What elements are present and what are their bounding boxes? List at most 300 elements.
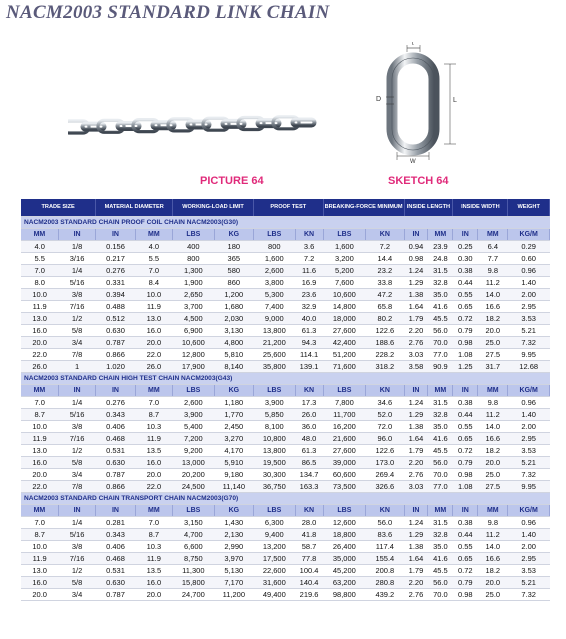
- table-cell: 31.5: [428, 397, 453, 409]
- table-cell: 3.53: [508, 313, 550, 325]
- table-cell: 0.468: [96, 433, 135, 445]
- chain-photo: [68, 113, 318, 141]
- table-cell: 31.5: [428, 265, 453, 277]
- column-header: BREAKING-FORCE MINIMUM: [323, 199, 404, 217]
- unit-header: IN: [58, 385, 95, 397]
- unit-header: IN: [404, 229, 428, 241]
- chain-link: [118, 123, 140, 129]
- table-cell: 20.0: [478, 457, 508, 469]
- table-cell: 13,800: [254, 325, 296, 337]
- chain-link: [258, 120, 280, 126]
- table-cell: 9,200: [173, 445, 215, 457]
- table-cell: 269.4: [366, 469, 404, 481]
- table-cell: 0.488: [96, 301, 135, 313]
- table-cell: 5.5: [135, 253, 172, 265]
- unit-header: KG: [214, 229, 253, 241]
- table-cell: 83.6: [366, 529, 404, 541]
- chain-link: [153, 122, 175, 128]
- table-cell: 100.4: [295, 565, 323, 577]
- table-cell: 5,910: [214, 457, 253, 469]
- table-cell: 1.64: [404, 301, 428, 313]
- table-cell: 77.8: [295, 553, 323, 565]
- table-cell: 45.5: [428, 313, 453, 325]
- unit-header: MM: [135, 385, 172, 397]
- table-cell: 20.0: [135, 469, 172, 481]
- table-cell: 22.0: [135, 481, 172, 493]
- table-cell: 0.531: [96, 445, 135, 457]
- table-cell: 7/16: [58, 553, 95, 565]
- table-cell: 3,800: [254, 277, 296, 289]
- table-cell: 25.0: [478, 589, 508, 601]
- table-cell: 7/16: [58, 433, 95, 445]
- unit-header: LBS: [323, 229, 366, 241]
- table-cell: 3,200: [323, 253, 366, 265]
- table-cell: 11,140: [214, 481, 253, 493]
- unit-header: MM: [428, 505, 453, 517]
- chain-spec-table: [21, 199, 550, 601]
- unit-header: IN: [453, 385, 478, 397]
- table-cell: 6.4: [478, 241, 508, 253]
- table-cell: 3,700: [173, 301, 215, 313]
- table-cell: 0.630: [96, 325, 135, 337]
- table-cell: 10.3: [135, 421, 172, 433]
- table-cell: 3,900: [254, 397, 296, 409]
- table-cell: 7.0: [135, 397, 172, 409]
- table-cell: 800: [173, 253, 215, 265]
- table-cell: 3/8: [58, 421, 95, 433]
- chain-link: [223, 121, 245, 127]
- table-cell: 7/8: [58, 349, 95, 361]
- table-cell: 4,700: [173, 529, 215, 541]
- table-cell: 72.0: [366, 421, 404, 433]
- table-cell: 24,500: [173, 481, 215, 493]
- table-cell: 5/16: [58, 277, 95, 289]
- table-cell: 23.9: [428, 241, 453, 253]
- table-cell: 7,800: [323, 397, 366, 409]
- table-cell: 5/8: [58, 577, 95, 589]
- unit-header: MM: [21, 385, 58, 397]
- unit-header: IN: [404, 505, 428, 517]
- table-cell: 10,600: [173, 337, 215, 349]
- table-cell: 11.9: [21, 301, 58, 313]
- table-cell: 173.0: [366, 457, 404, 469]
- table-cell: 1.020: [96, 361, 135, 373]
- table-cell: 3/4: [58, 469, 95, 481]
- table-cell: 35,800: [254, 361, 296, 373]
- table-cell: 9,000: [254, 313, 296, 325]
- table-cell: 0.30: [453, 253, 478, 265]
- table-cell: 1,900: [173, 277, 215, 289]
- table-row: [21, 589, 550, 601]
- table-cell: 1.40: [508, 409, 550, 421]
- unit-header: LBS: [323, 505, 366, 517]
- table-cell: 326.6: [366, 481, 404, 493]
- table-cell: 41.6: [428, 433, 453, 445]
- table-cell: 11.9: [135, 301, 172, 313]
- table-cell: 155.4: [366, 553, 404, 565]
- table-cell: 32.8: [428, 529, 453, 541]
- table-cell: 16.0: [135, 325, 172, 337]
- table-cell: 2.00: [508, 541, 550, 553]
- table-cell: 1/4: [58, 517, 95, 529]
- table-cell: 5.21: [508, 457, 550, 469]
- table-cell: 5,200: [323, 265, 366, 277]
- table-cell: 7,200: [173, 433, 215, 445]
- table-cell: 26.0: [135, 361, 172, 373]
- table-cell: 800: [254, 241, 296, 253]
- table-row: [21, 241, 550, 253]
- table-cell: 16.0: [21, 325, 58, 337]
- table-cell: 1/2: [58, 565, 95, 577]
- table-cell: 12,800: [173, 349, 215, 361]
- table-cell: 0.55: [453, 421, 478, 433]
- table-cell: 12.68: [508, 361, 550, 373]
- table-row: [21, 529, 550, 541]
- table-row: [21, 433, 550, 445]
- table-cell: 56.0: [366, 517, 404, 529]
- table-cell: 16.9: [295, 277, 323, 289]
- table-cell: 0.281: [96, 517, 135, 529]
- table-cell: 14.4: [366, 253, 404, 265]
- unit-header: IN: [96, 385, 135, 397]
- table-cell: 25.0: [478, 337, 508, 349]
- table-cell: 39,000: [323, 457, 366, 469]
- table-cell: 11.2: [478, 409, 508, 421]
- table-cell: 8,750: [173, 553, 215, 565]
- table-cell: 11.9: [135, 553, 172, 565]
- table-cell: 21,200: [254, 337, 296, 349]
- table-cell: 42,400: [323, 337, 366, 349]
- table-cell: 14.0: [478, 289, 508, 301]
- chain-link: [293, 119, 315, 125]
- table-cell: 1: [58, 361, 95, 373]
- table-cell: 0.406: [96, 541, 135, 553]
- table-cell: 35.0: [428, 421, 453, 433]
- unit-header: KG/M: [508, 505, 550, 517]
- table-cell: 7,400: [254, 301, 296, 313]
- table-cell: 13,800: [254, 445, 296, 457]
- table-cell: 1/8: [58, 241, 95, 253]
- unit-header: IN: [453, 229, 478, 241]
- table-cell: 98,800: [323, 589, 366, 601]
- unit-header: IN: [58, 229, 95, 241]
- unit-header: KG/M: [508, 229, 550, 241]
- unit-header: KG: [214, 385, 253, 397]
- table-row: [21, 265, 550, 277]
- column-header: INSIDE WIDTH: [453, 199, 508, 217]
- table-cell: 1.24: [404, 265, 428, 277]
- unit-header: IN: [404, 385, 428, 397]
- table-cell: 5,400: [173, 421, 215, 433]
- table-cell: 1.38: [404, 289, 428, 301]
- table-cell: 117.4: [366, 541, 404, 553]
- table-row: [21, 517, 550, 529]
- table-cell: 163.3: [295, 481, 323, 493]
- table-cell: 20.0: [21, 337, 58, 349]
- table-cell: 20.0: [21, 589, 58, 601]
- table-cell: 31,600: [254, 577, 296, 589]
- table-cell: 860: [214, 277, 253, 289]
- table-cell: 0.512: [96, 313, 135, 325]
- table-cell: 35.0: [428, 289, 453, 301]
- table-cell: 5.21: [508, 325, 550, 337]
- table-cell: 32.9: [295, 301, 323, 313]
- table-cell: 40.0: [295, 313, 323, 325]
- table-cell: 0.29: [508, 241, 550, 253]
- table-cell: 15,800: [173, 577, 215, 589]
- table-cell: 0.96: [508, 265, 550, 277]
- table-row: [21, 289, 550, 301]
- table-cell: 10,600: [323, 289, 366, 301]
- table-cell: 31.7: [478, 361, 508, 373]
- table-row: [21, 577, 550, 589]
- table-cell: 27.5: [478, 481, 508, 493]
- table-cell: 56.0: [428, 325, 453, 337]
- table-cell: 0.65: [453, 301, 478, 313]
- table-cell: 25,600: [254, 349, 296, 361]
- table-cell: 4.0: [21, 241, 58, 253]
- sketch-label-w: W: [410, 159, 416, 164]
- table-cell: 1.38: [404, 541, 428, 553]
- column-header: MATERIAL DIAMETER: [96, 199, 173, 217]
- table-cell: 3.6: [295, 241, 323, 253]
- table-cell: 139.1: [295, 361, 323, 373]
- table-cell: 1.25: [453, 361, 478, 373]
- unit-header: LBS: [323, 385, 366, 397]
- table-cell: 318.2: [366, 361, 404, 373]
- table-cell: 0.79: [453, 457, 478, 469]
- table-cell: 280.8: [366, 577, 404, 589]
- table-cell: 0.44: [453, 529, 478, 541]
- table-cell: 32.8: [428, 409, 453, 421]
- table-cell: 2.95: [508, 433, 550, 445]
- table-cell: 0.98: [453, 469, 478, 481]
- table-cell: 439.2: [366, 589, 404, 601]
- unit-header: MM: [135, 229, 172, 241]
- column-header: WEIGHT: [508, 199, 550, 217]
- table-cell: 0.866: [96, 481, 135, 493]
- column-header: PROOF TEST: [254, 199, 324, 217]
- table-cell: 0.331: [96, 277, 135, 289]
- table-cell: 2.95: [508, 553, 550, 565]
- table-cell: 365: [214, 253, 253, 265]
- table-cell: 0.787: [96, 469, 135, 481]
- table-cell: 1/2: [58, 313, 95, 325]
- table-cell: 3/8: [58, 289, 95, 301]
- table-cell: 7.0: [135, 265, 172, 277]
- table-row: [21, 301, 550, 313]
- table-cell: 7.0: [21, 517, 58, 529]
- table-cell: 3.53: [508, 445, 550, 457]
- table-cell: 1,200: [214, 289, 253, 301]
- table-row: [21, 397, 550, 409]
- table-cell: 10.0: [21, 289, 58, 301]
- table-cell: 1,430: [214, 517, 253, 529]
- table-cell: 2,130: [214, 529, 253, 541]
- table-cell: 0.72: [453, 565, 478, 577]
- table-cell: 219.6: [295, 589, 323, 601]
- table-cell: 8,100: [254, 421, 296, 433]
- table-cell: 0.276: [96, 265, 135, 277]
- table-cell: 7/8: [58, 481, 95, 493]
- unit-header: LBS: [254, 505, 296, 517]
- table-cell: 2.20: [404, 325, 428, 337]
- table-cell: 60,600: [323, 469, 366, 481]
- table-cell: 7,600: [323, 277, 366, 289]
- table-cell: 56.0: [428, 577, 453, 589]
- table-cell: 122.6: [366, 325, 404, 337]
- picture-caption: PICTURE 64: [200, 175, 264, 187]
- table-row: [21, 277, 550, 289]
- table-cell: 580: [214, 265, 253, 277]
- table-cell: 2.20: [404, 457, 428, 469]
- table-cell: 0.630: [96, 457, 135, 469]
- table-cell: 96.0: [366, 433, 404, 445]
- table-cell: 11.2: [478, 277, 508, 289]
- table-cell: 1.40: [508, 277, 550, 289]
- table-cell: 3,150: [173, 517, 215, 529]
- table-cell: 3.58: [404, 361, 428, 373]
- table-cell: 0.156: [96, 241, 135, 253]
- column-header: INSIDE LENGTH: [404, 199, 453, 217]
- table-cell: 5,850: [254, 409, 296, 421]
- table-cell: 17,500: [254, 553, 296, 565]
- section-title: NACM2003 STANDARD CHAIN PROOF COIL CHAIN NACM2003(G30): [21, 217, 550, 229]
- unit-header: MM: [21, 505, 58, 517]
- unit-header: IN: [96, 229, 135, 241]
- table-cell: 10.0: [135, 289, 172, 301]
- table-cell: 8.4: [135, 277, 172, 289]
- table-cell: 13,200: [254, 541, 296, 553]
- table-cell: 1.08: [453, 349, 478, 361]
- table-cell: 1.38: [404, 421, 428, 433]
- table-cell: 33.8: [366, 277, 404, 289]
- table-cell: 7.32: [508, 337, 550, 349]
- sketch-label-d: D: [376, 96, 382, 103]
- table-cell: 77.0: [428, 349, 453, 361]
- table-cell: 0.394: [96, 289, 135, 301]
- table-row: [21, 469, 550, 481]
- table-cell: 0.630: [96, 577, 135, 589]
- table-cell: 35.0: [428, 541, 453, 553]
- table-cell: 77.0: [428, 481, 453, 493]
- table-cell: 12,600: [323, 517, 366, 529]
- table-cell: 58.7: [295, 541, 323, 553]
- table-cell: 6,600: [173, 541, 215, 553]
- table-cell: 3.03: [404, 349, 428, 361]
- table-cell: 11,200: [214, 589, 253, 601]
- table-cell: 45.5: [428, 445, 453, 457]
- table-cell: 26.0: [295, 409, 323, 421]
- table-cell: 16.0: [21, 577, 58, 589]
- table-cell: 8.7: [21, 529, 58, 541]
- table-cell: 122.6: [366, 445, 404, 457]
- table-cell: 11.9: [21, 433, 58, 445]
- table-cell: 28.0: [295, 517, 323, 529]
- table-cell: 11.6: [295, 265, 323, 277]
- table-cell: 134.7: [295, 469, 323, 481]
- table-cell: 9.95: [508, 481, 550, 493]
- table-cell: 90.9: [428, 361, 453, 373]
- table-cell: 9.8: [478, 517, 508, 529]
- table-cell: 4.0: [135, 241, 172, 253]
- table-cell: 86.5: [295, 457, 323, 469]
- table-cell: 20.0: [135, 589, 172, 601]
- table-cell: 2,030: [214, 313, 253, 325]
- table-cell: 7.0: [21, 397, 58, 409]
- table-cell: 13.0: [21, 313, 58, 325]
- table-cell: 41.6: [428, 301, 453, 313]
- table-cell: 5/16: [58, 409, 95, 421]
- table-cell: 0.25: [453, 241, 478, 253]
- table-cell: 0.787: [96, 337, 135, 349]
- table-cell: 52.0: [366, 409, 404, 421]
- table-cell: 2.00: [508, 421, 550, 433]
- table-cell: 0.531: [96, 565, 135, 577]
- table-cell: 1.79: [404, 313, 428, 325]
- unit-header: KG/M: [508, 385, 550, 397]
- table-cell: 2.20: [404, 577, 428, 589]
- unit-header: MM: [478, 505, 508, 517]
- table-cell: 10.0: [21, 421, 58, 433]
- table-cell: 30,300: [254, 469, 296, 481]
- table-cell: 7.7: [478, 253, 508, 265]
- table-row: [21, 409, 550, 421]
- table-cell: 180: [214, 241, 253, 253]
- table-cell: 7.0: [135, 517, 172, 529]
- table-cell: 1.08: [453, 481, 478, 493]
- table-cell: 2.95: [508, 301, 550, 313]
- table-cell: 13.0: [21, 565, 58, 577]
- table-cell: 32.8: [428, 277, 453, 289]
- table-row: [21, 349, 550, 361]
- table-cell: 61.3: [295, 325, 323, 337]
- table-cell: 51,200: [323, 349, 366, 361]
- table-cell: 8,140: [214, 361, 253, 373]
- table-cell: 8.7: [135, 529, 172, 541]
- table-cell: 45,200: [323, 565, 366, 577]
- table-cell: 17.3: [295, 397, 323, 409]
- table-cell: 0.65: [453, 433, 478, 445]
- table-cell: 0.60: [508, 253, 550, 265]
- table-cell: 1/2: [58, 445, 95, 457]
- table-cell: 0.38: [453, 517, 478, 529]
- unit-header: KN: [366, 505, 404, 517]
- table-row: [21, 541, 550, 553]
- table-cell: 31.5: [428, 517, 453, 529]
- unit-header: KN: [366, 385, 404, 397]
- table-cell: 17,900: [173, 361, 215, 373]
- table-cell: 6,900: [173, 325, 215, 337]
- unit-header: LBS: [254, 385, 296, 397]
- table-cell: 140.4: [295, 577, 323, 589]
- table-cell: 6,300: [254, 517, 296, 529]
- table-cell: 2,450: [214, 421, 253, 433]
- unit-header: LBS: [173, 385, 215, 397]
- table-cell: 0.98: [404, 253, 428, 265]
- table-cell: 18,000: [323, 313, 366, 325]
- table-cell: 20,200: [173, 469, 215, 481]
- sketch-label-l: L: [453, 97, 457, 104]
- table-cell: 0.55: [453, 541, 478, 553]
- table-cell: 13.0: [135, 313, 172, 325]
- table-cell: 27,600: [323, 325, 366, 337]
- table-cell: 3/4: [58, 589, 95, 601]
- table-cell: 23.6: [295, 289, 323, 301]
- table-cell: 5/16: [58, 529, 95, 541]
- table-cell: 2.76: [404, 337, 428, 349]
- table-cell: 9.8: [478, 265, 508, 277]
